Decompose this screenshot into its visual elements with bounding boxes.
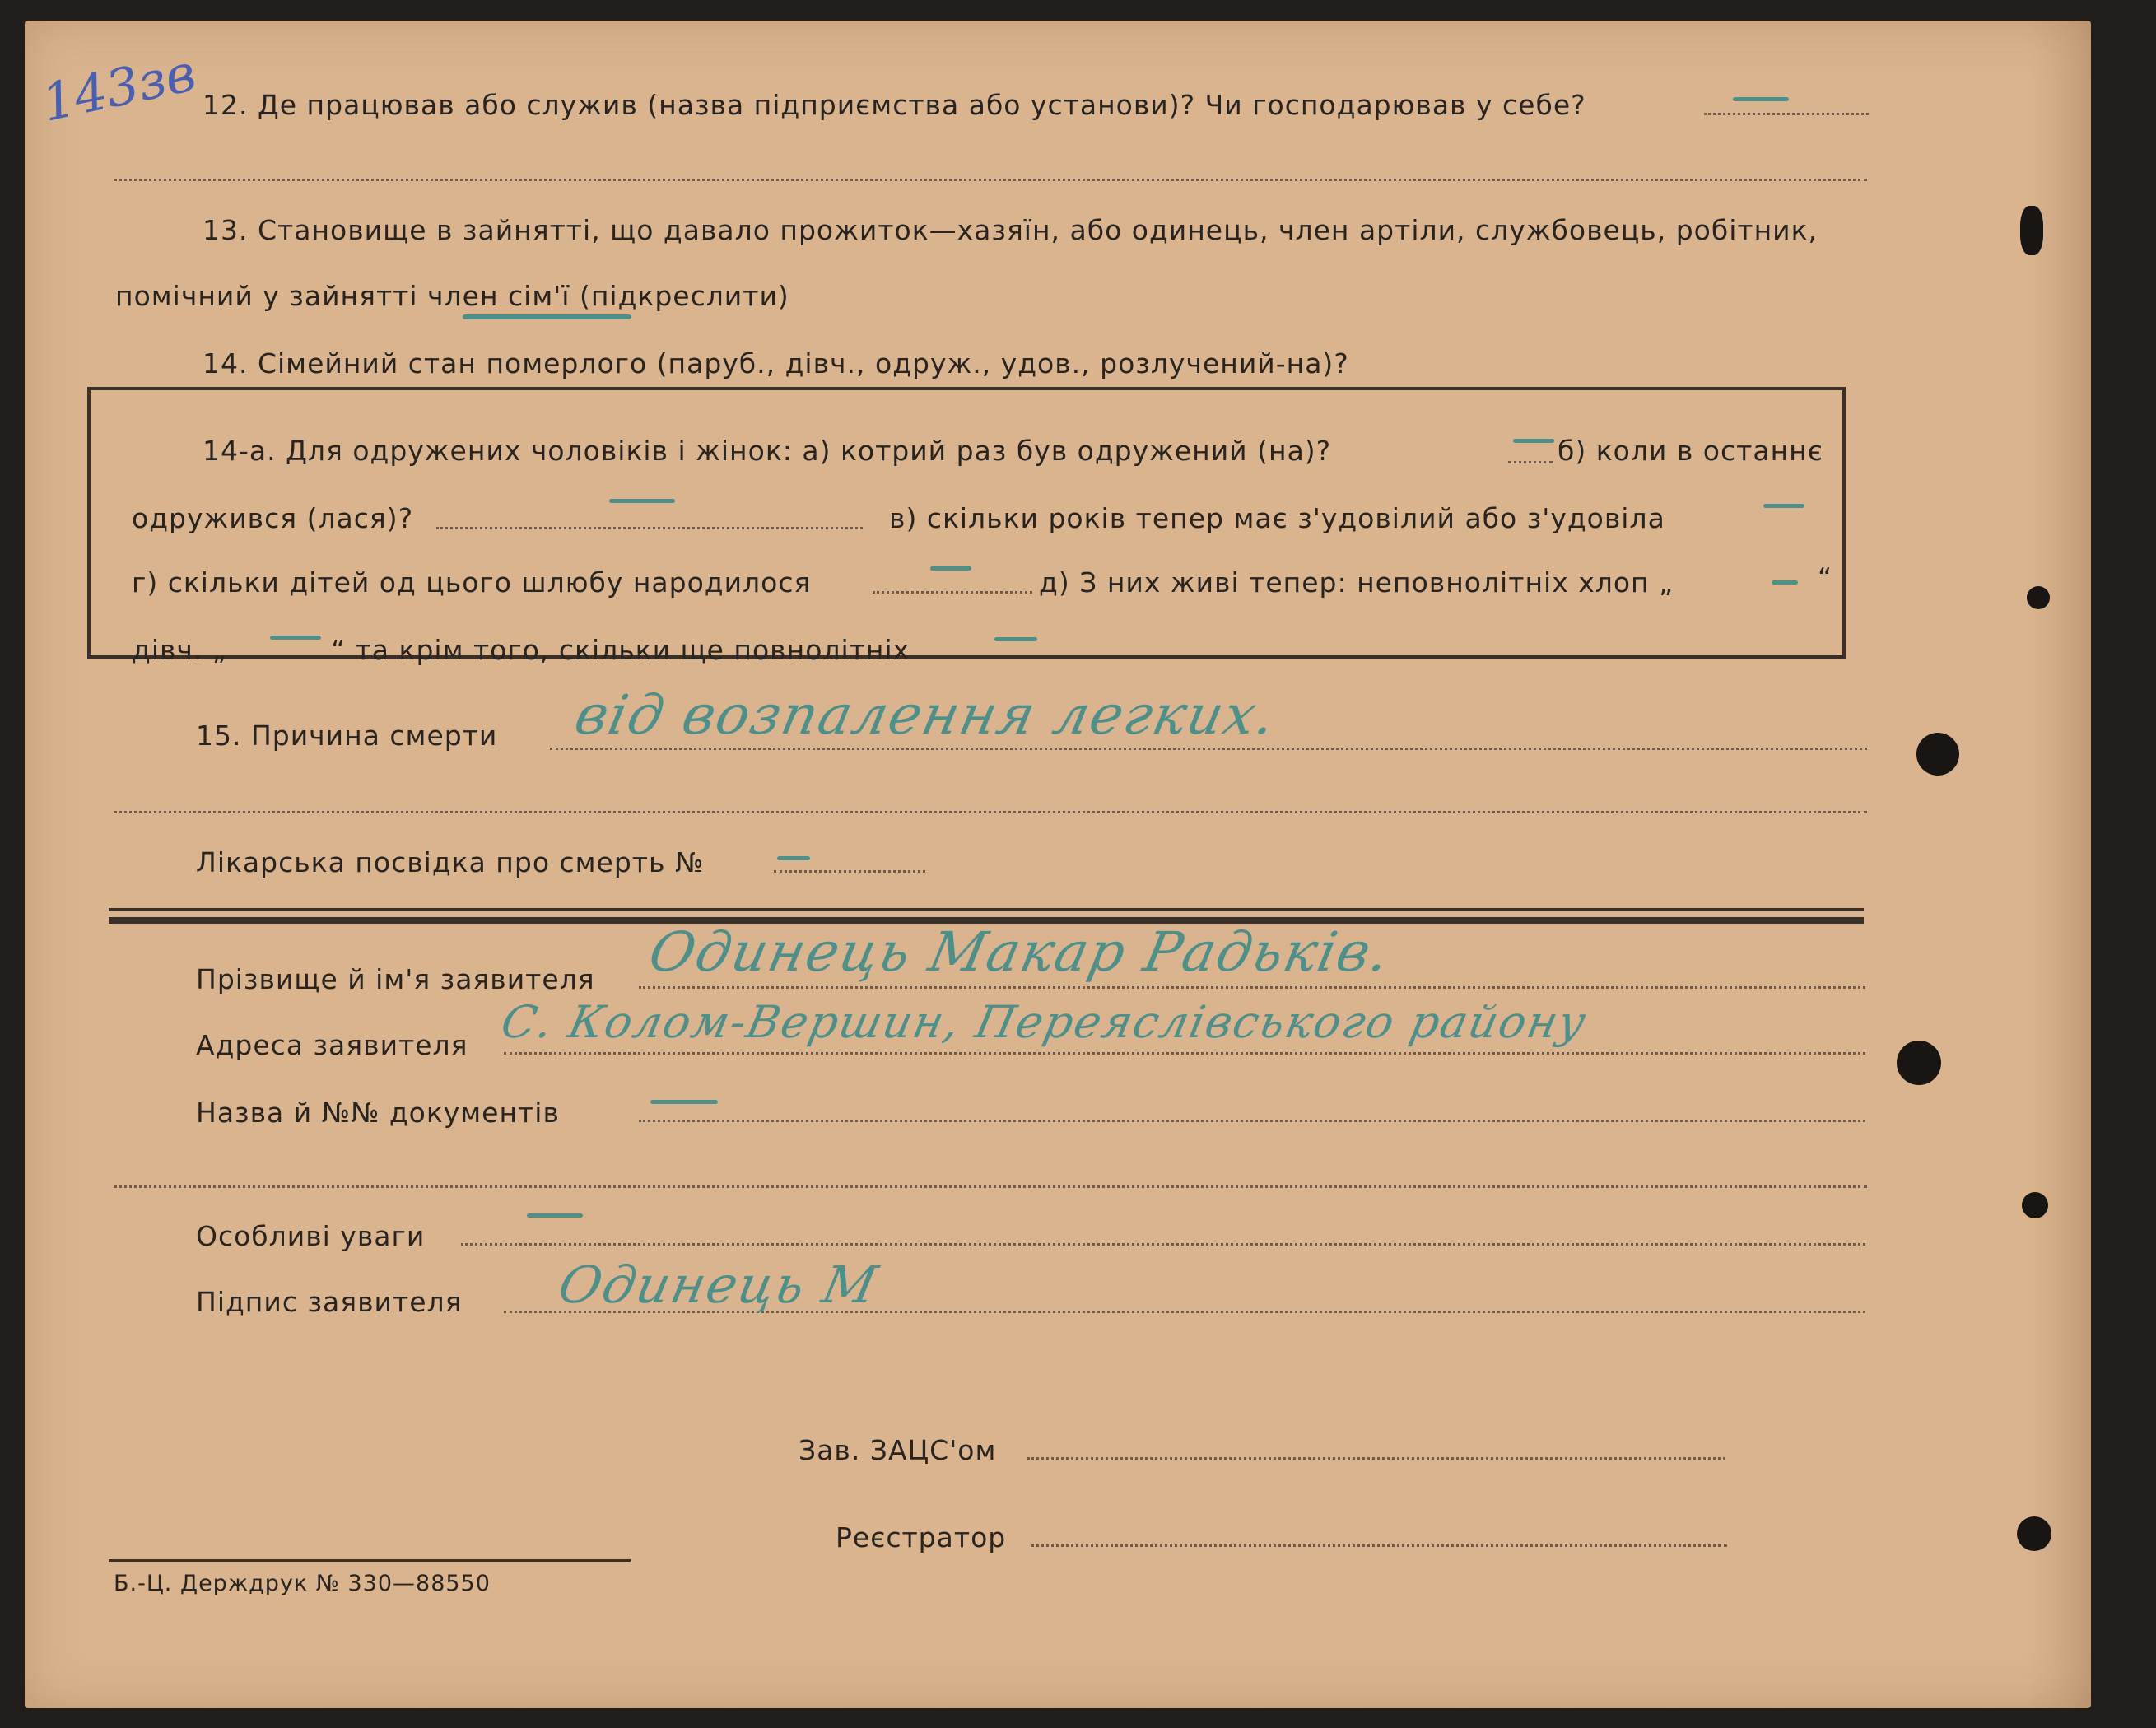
q14a-times-married-dash [1513, 439, 1554, 443]
q12-answer-line-2 [114, 179, 1867, 181]
applicant-name-value: Одинець Макар Радьків. [643, 920, 1397, 984]
q14a-line1-a: 14-а. Для одружених чоловіків і жінок: а) котрий раз був одружений (на)? [203, 435, 1332, 467]
q14a-line4-b: “ та крім того, скільки ще повнолітніх [331, 634, 910, 666]
registrar-line [1031, 1544, 1727, 1547]
filing-hole [2022, 1192, 2048, 1218]
q14a-line4-a: дівч. „ [132, 634, 228, 666]
medical-certificate-dash [777, 856, 810, 860]
zags-head-line [1027, 1457, 1725, 1460]
paper-edge-shadow [2025, 21, 2091, 1708]
q15-answer-line-2 [114, 811, 1867, 813]
q14a-girls-dash [270, 636, 321, 640]
printer-imprint: Б.-Ц. Держдрук № 330—88550 [114, 1571, 491, 1596]
applicant-name-line [639, 986, 1865, 989]
q14a-line1-b: б) коли в останнє [1558, 435, 1823, 467]
applicant-name-label: Прізвище й ім'я заявителя [196, 963, 595, 995]
applicant-documents-dash [650, 1100, 718, 1104]
q15-cause-of-death: від возпалення легких. [569, 683, 1283, 747]
q14a-last-married-line [436, 527, 863, 529]
q12-dash [1733, 97, 1789, 101]
filing-hole [2020, 206, 2043, 255]
q14a-times-married-line [1508, 461, 1553, 463]
filing-hole [2017, 1516, 2051, 1551]
q14a-line3-b: д) З них живі тепер: неповнолітніх хлоп „ [1039, 566, 1674, 599]
q14a-line2-b: в) скільки років тепер має з'удовілий або з'удовіла [889, 502, 1665, 534]
q14a-line3-c: “ [1818, 561, 1833, 594]
q12-label: 12. Де працював або служив (назва підприємства або установи)? Чи господарював у себе? [203, 89, 1586, 121]
archive-mark: 143зв [36, 42, 201, 133]
applicant-documents-line-2 [114, 1185, 1867, 1188]
q14a-line2-a: одружився (лася)? [132, 502, 414, 534]
filing-hole [1897, 1041, 1941, 1085]
section-rule-top [109, 908, 1864, 911]
q14a-widowed-dash [1763, 504, 1804, 508]
applicant-signature-label: Підпис заявителя [196, 1286, 463, 1318]
q13-line2: помічний у зайнятті член сім'ї (підкреслити) [115, 280, 789, 312]
special-notes-label: Особливі уваги [196, 1220, 426, 1252]
q12-answer-line [1704, 113, 1869, 115]
q15-answer-line [550, 748, 1867, 750]
medical-certificate-label: Лікарська посвідка про смерть № [196, 846, 705, 878]
q15-label: 15. Причина смерти [196, 720, 498, 752]
q14a-last-married-dash [609, 499, 675, 503]
applicant-signature-value: Одинець М [553, 1255, 884, 1315]
applicant-address-value: С. Колом-Вершин, Переяслівського району [496, 996, 1592, 1048]
q13-line1: 13. Становище в зайнятті, що давало прожиток—хазяїн, або одинець, член артіли, службовець, робітник, [203, 214, 1818, 246]
registrar-label: Реєстратор [836, 1521, 1007, 1553]
q14a-children-dash [930, 566, 971, 571]
applicant-documents-label: Назва й №№ документів [196, 1097, 560, 1129]
zags-head-label: Зав. ЗАЦС'ом [799, 1434, 997, 1466]
filing-hole [1916, 733, 1959, 776]
filing-hole [2027, 586, 2050, 609]
q14a-adults-dash [994, 637, 1037, 641]
q14a-line3-a: г) скільки дітей од цього шлюбу народилося [132, 566, 812, 599]
medical-certificate-line [774, 870, 925, 873]
special-notes-dash [527, 1213, 583, 1218]
applicant-documents-line [639, 1120, 1865, 1122]
q14a-boys-dash [1772, 580, 1798, 585]
printer-rule [109, 1559, 631, 1562]
applicant-address-line [504, 1052, 1865, 1055]
q14-label: 14. Сімейний стан померлого (паруб., дівч., одруж., удов., розлучений-на)? [203, 347, 1349, 380]
q13-underline [463, 314, 631, 319]
special-notes-line [461, 1243, 1865, 1246]
q14a-children-line [873, 591, 1032, 594]
applicant-address-label: Адреса заявителя [196, 1029, 468, 1061]
